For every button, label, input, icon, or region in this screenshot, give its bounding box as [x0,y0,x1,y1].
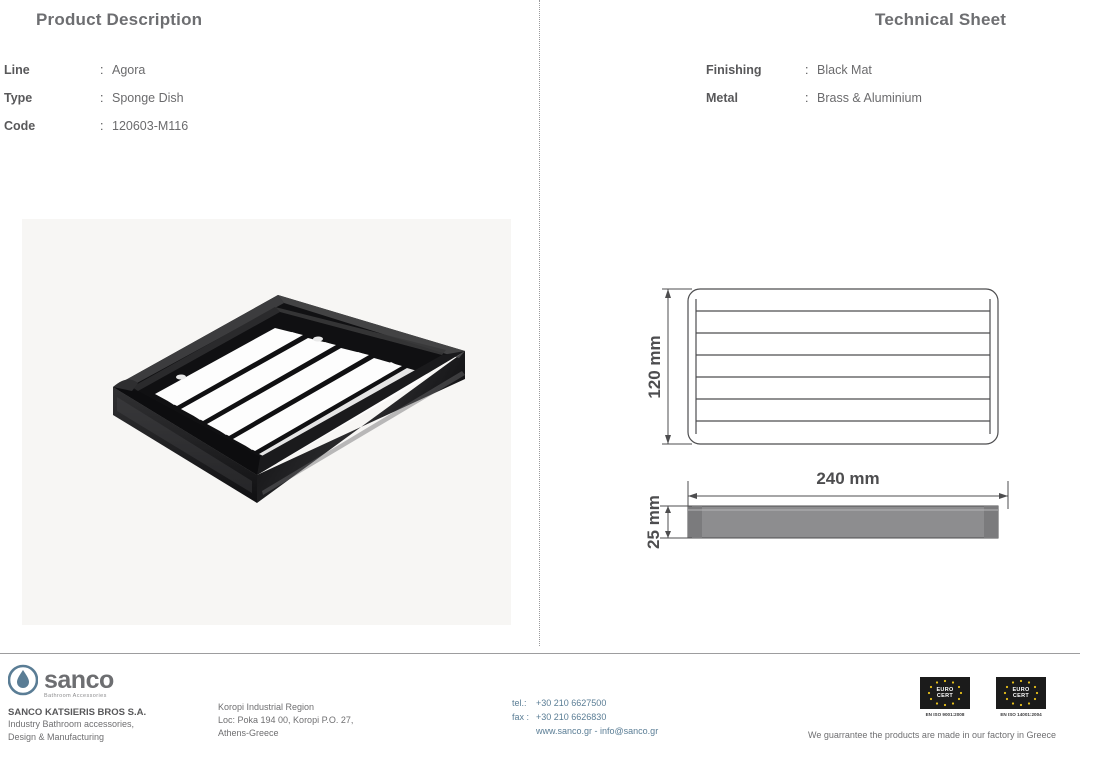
address-line-3: Athens-Greece [218,728,279,739]
page-footer [0,653,1104,760]
contact-block [512,697,658,739]
product-description-specs [4,63,188,147]
eu-stars-icon [920,677,970,709]
certificate-iso9001 [920,677,970,717]
spec-label-metal: Metal [706,91,738,105]
cert-badge-line2: CERT [936,693,954,699]
technical-drawing-panel [560,219,1080,625]
certificate-iso14001 [996,677,1046,717]
spec-row-line [4,63,188,91]
technical-sheet-title: Technical Sheet [875,10,1007,29]
contact-tel [512,697,658,711]
logo-wordmark: sanco [44,665,114,694]
spec-row-type [4,91,188,119]
spec-colon-metal: : [805,91,809,105]
logo [8,663,208,697]
dimension-depth: 25 mm [644,495,663,549]
sanco-drop-icon [8,664,38,696]
contact-fax-value: +30 210 6626830 [536,711,607,722]
logo-tagline: Bathroom Accessories [44,693,107,699]
spec-row-metal [706,91,922,119]
spec-label-type: Type [4,91,33,105]
contact-tel-value: +30 210 6627500 [536,698,607,708]
technical-sheet-specs [706,63,922,119]
dimension-height: 120 mm [645,335,664,399]
company-line-1: Industry Bathroom accessories, [8,719,135,729]
contact-fax-label: fax : [512,711,530,722]
technical-drawing [560,219,1080,625]
product-description-title: Product Description [36,10,203,29]
eurocert-badge-icon-2 [996,677,1046,709]
company-name: SANCO KATSIERIS BROS S.A. [8,707,147,718]
spec-value-line: Agora [112,63,146,77]
spec-row-code [4,119,188,147]
company-line-2: Design & Manufacturing [8,732,105,743]
spec-value-finishing: Black Mat [817,63,872,77]
cert-badge-line1: EURO [936,686,954,693]
spec-colon-finishing: : [805,63,809,77]
product-photo-panel [22,219,511,625]
cert-caption-iso14001: EN ISO 14001:2004 [1000,712,1042,717]
address-line-1: Koropi Industrial Region [218,702,315,712]
spec-colon-type: : [100,91,104,105]
brand-block [8,663,208,744]
eu-stars-icon-2 [996,677,1046,709]
spec-colon-line: : [100,63,104,77]
spec-label-code: Code [4,119,36,133]
column-divider [539,0,540,646]
spec-value-code: 120603-M116 [112,119,189,133]
cert-badge-2-line2: CERT [1012,693,1030,699]
certification-badges [920,677,1046,717]
contact-web-value[interactable]: www.sanco.gr - info@sanco.gr [536,725,659,736]
spec-label-finishing: Finishing [706,63,762,77]
contact-fax [512,711,658,725]
cert-caption-iso9001: EN ISO 9001:2008 [925,712,965,717]
address-line-2: Loc: Poka 194 00, Koropi P.O. 27, [218,715,354,726]
eurocert-badge-icon [920,677,970,709]
product-photo [22,219,511,625]
spec-colon-code: : [100,119,104,133]
guarantee-text: We guarrantee the products are made in our factory in Greece [808,730,1056,740]
cert-badge-2-line1: EURO [1012,686,1030,693]
contact-tel-label: tel.: [512,698,527,708]
contact-web[interactable] [512,725,658,739]
dimension-width: 240 mm [816,469,880,488]
spec-value-metal: Brass & Aluminium [817,91,922,105]
spec-label-line: Line [4,63,30,77]
spec-row-finishing [706,63,922,91]
spec-value-type: Sponge Dish [112,91,184,105]
address-block [218,701,353,740]
